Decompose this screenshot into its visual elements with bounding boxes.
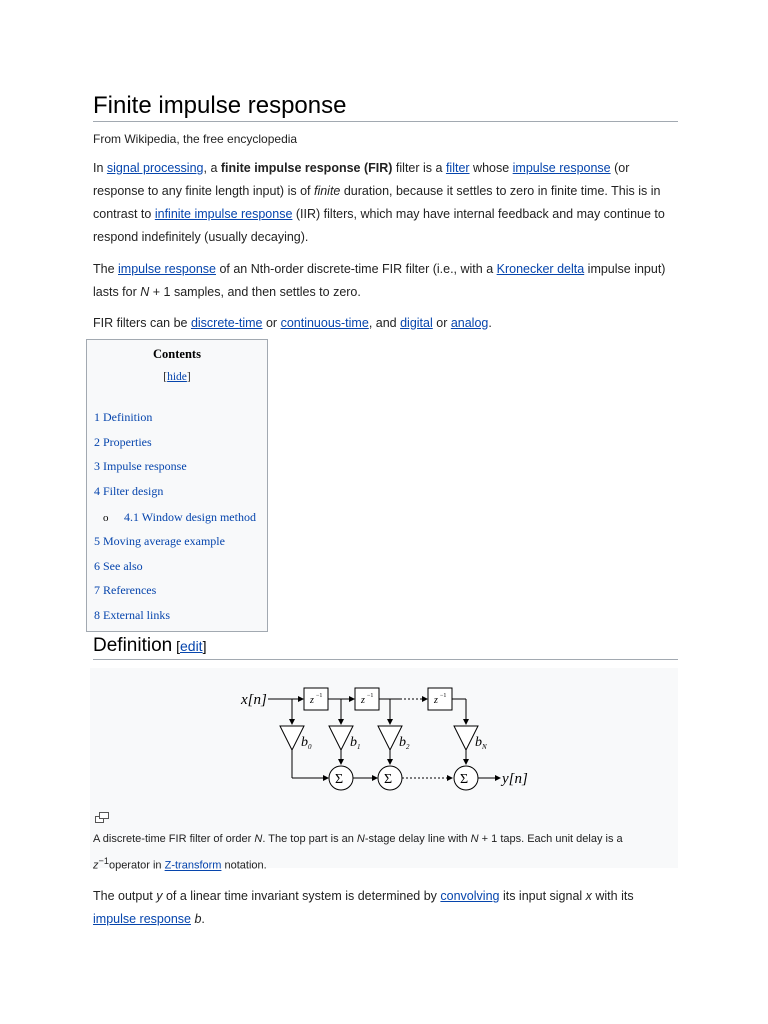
page-title: Finite impulse response	[93, 92, 347, 119]
toc-item-filter-design[interactable]: 4 Filter design	[94, 484, 164, 498]
text: its input signal	[499, 889, 586, 903]
text: FIR filters can be	[93, 316, 191, 330]
text: The output	[93, 889, 157, 903]
figure-caption	[93, 828, 673, 877]
figure-fir-diagram	[90, 668, 678, 872]
tap-label-2: b	[399, 735, 406, 750]
link-infinite-impulse-response[interactable]: infinite impulse response	[154, 207, 293, 221]
link-impulse-response[interactable]: impulse response	[512, 161, 611, 175]
text: .	[488, 316, 492, 330]
text: , a	[203, 161, 221, 175]
delay-label-1: z	[310, 695, 314, 706]
italic-text: finite	[313, 184, 341, 198]
intro-paragraph-3	[93, 312, 678, 335]
toc-item-properties[interactable]: 2 Properties	[94, 435, 152, 449]
link-continuous-time[interactable]: continuous-time	[280, 316, 369, 330]
bracket: ]	[186, 371, 191, 383]
section-divider	[93, 659, 678, 660]
bracket: [	[163, 371, 168, 383]
text: The	[93, 262, 119, 276]
italic-text: b	[194, 912, 202, 926]
text: duration, because it settles to zero in finite time. This is in contrast to	[93, 184, 661, 221]
bracket: [	[172, 638, 180, 654]
output-label: y[n]	[502, 771, 528, 787]
delay-box-n	[428, 688, 452, 710]
italic-text: z	[93, 859, 99, 872]
toc-item-moving-average[interactable]: 5 Moving average example	[94, 534, 225, 548]
text: of an Nth-order discrete-time FIR filter (i.e., with a	[215, 262, 497, 276]
toc-item-see-also[interactable]: 6 See also	[94, 559, 143, 573]
link-impulse-response-2[interactable]: impulse response	[118, 262, 216, 276]
toc-hide-toggle	[87, 371, 267, 383]
italic-text: N	[470, 833, 479, 845]
table-of-contents	[86, 339, 268, 632]
toc-item-definition[interactable]: 1 Definition	[94, 410, 153, 424]
input-label: x[n]	[241, 692, 267, 708]
text: In	[93, 161, 107, 175]
delay-box-2	[355, 688, 379, 710]
italic-text: x	[585, 889, 592, 903]
tap-label-n: b	[475, 735, 482, 750]
text: .	[201, 912, 205, 926]
text: filter is a	[392, 161, 446, 175]
delay-label-2: z	[361, 695, 365, 706]
tap-label-0: b	[301, 735, 308, 750]
tap-sub-0: 0	[308, 743, 312, 751]
toc-item-window-design-method[interactable]: 4.1 Window design method	[124, 510, 256, 524]
toc-item-impulse-response[interactable]: 3 Impulse response	[94, 459, 187, 473]
italic-text: N	[140, 285, 150, 299]
delay-exp-n: −1	[440, 693, 447, 699]
tap-label-1: b	[350, 735, 357, 750]
intro-paragraph-1	[93, 157, 678, 249]
text: A discrete-time FIR filter of order	[93, 833, 255, 845]
italic-text: N	[356, 833, 365, 845]
section-heading-definition	[93, 635, 206, 657]
toc-item-external-links[interactable]: 8 External links	[94, 608, 170, 622]
link-filter[interactable]: filter	[445, 161, 470, 175]
edit-section	[172, 638, 206, 654]
text: (or response to any finite length input) is of	[93, 161, 630, 198]
delay-box-1	[304, 688, 328, 710]
toc-subitem-row	[103, 510, 256, 525]
tap-sub-n: N	[482, 743, 487, 751]
bold-term: finite impulse response (FIR)	[220, 161, 393, 175]
delay-label-n: z	[434, 695, 438, 706]
toc-title: Contents	[153, 347, 201, 361]
italic-text: y	[156, 889, 163, 903]
sum-symbol-1: Σ	[335, 772, 344, 787]
text: or	[432, 316, 451, 330]
sum-symbol-2: Σ	[384, 772, 393, 787]
superscript: −1	[98, 856, 109, 866]
link-convolving[interactable]: convolving	[440, 889, 500, 903]
title-divider	[93, 121, 678, 122]
toc-sub-bullet: o	[103, 512, 109, 524]
intro-paragraph-2	[93, 258, 678, 304]
delay-exp-2: −1	[367, 693, 374, 699]
text: impulse input) lasts for	[93, 262, 666, 299]
text: of a linear time invariant system is determined by	[162, 889, 441, 903]
text: . The top part is an	[262, 833, 357, 845]
text: or	[262, 316, 281, 330]
link-analog[interactable]: analog	[450, 316, 489, 330]
text: with its	[591, 889, 634, 903]
text: whose	[469, 161, 513, 175]
edit-link[interactable]: edit	[180, 638, 203, 654]
text: , and	[368, 316, 401, 330]
text: operator in	[108, 859, 165, 872]
tap-sub-2: 2	[406, 743, 410, 751]
tap-sub-1: 1	[357, 743, 361, 751]
link-signal-processing[interactable]: signal processing	[106, 161, 204, 175]
italic-text: N	[254, 833, 263, 845]
text: notation.	[221, 859, 267, 872]
link-impulse-response-3[interactable]: impulse response	[93, 912, 191, 926]
toc-hide-link[interactable]: hide	[167, 371, 187, 383]
link-z-transform[interactable]: Z-transform	[164, 859, 222, 872]
delay-exp-1: −1	[316, 693, 323, 699]
link-kronecker-delta[interactable]: Kronecker delta	[496, 262, 585, 276]
link-digital[interactable]: digital	[400, 316, 433, 330]
bracket: ]	[202, 638, 207, 654]
enlarge-icon[interactable]	[95, 812, 109, 823]
text: -stage delay line with	[364, 833, 471, 845]
tagline: From Wikipedia, the free encyclopedia	[93, 132, 298, 146]
fir-filter-diagram	[90, 668, 678, 808]
text: + 1 samples, and then settles to zero.	[149, 285, 361, 299]
output-paragraph	[93, 885, 678, 931]
text: (IIR) filters, which may have internal feedback and may continue to respond indefinitely (usually decaying).	[93, 207, 665, 244]
heading-text: Definition	[93, 635, 173, 656]
text: + 1 taps. Each unit delay is a	[478, 833, 623, 845]
toc-item-references[interactable]: 7 References	[94, 583, 157, 597]
sum-symbol-n: Σ	[460, 772, 469, 787]
link-discrete-time[interactable]: discrete-time	[190, 316, 263, 330]
